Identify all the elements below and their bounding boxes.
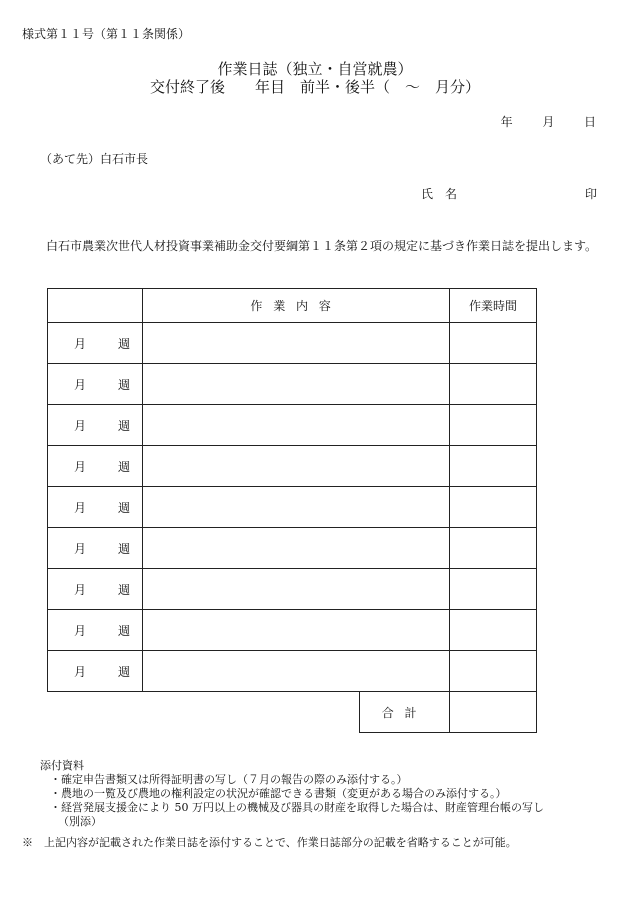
month-label: 月 xyxy=(73,377,86,392)
week-label: 週 xyxy=(117,459,130,474)
work-content-cell[interactable] xyxy=(143,446,450,487)
month-label: 月 xyxy=(73,336,86,351)
total-label: 合計 xyxy=(360,692,450,733)
body-text: 白石市農業次世代人材投資事業補助金交付要綱第１１条第２項の規定に基づき作業日誌を提出します。 xyxy=(46,239,598,253)
period-cell[interactable] xyxy=(48,446,143,487)
total-hours-cell[interactable] xyxy=(450,692,537,733)
week-label: 週 xyxy=(117,664,130,679)
period-cell[interactable] xyxy=(48,364,143,405)
table-row xyxy=(48,528,537,569)
month-label: 月 xyxy=(73,582,86,597)
header-period xyxy=(48,289,143,323)
date-day[interactable]: 日 xyxy=(583,115,596,129)
date-year[interactable]: 年 xyxy=(500,115,513,129)
table-row xyxy=(48,405,537,446)
work-content-cell[interactable] xyxy=(143,364,450,405)
page-title: 作業日誌（独立・自営就農） xyxy=(217,60,413,78)
week-label: 週 xyxy=(117,418,130,433)
week-label: 週 xyxy=(117,541,130,556)
name-line xyxy=(421,185,597,202)
work-hours-cell[interactable] xyxy=(450,528,537,569)
work-content-cell[interactable] xyxy=(143,323,450,364)
work-hours-cell[interactable] xyxy=(450,569,537,610)
addressee: （あて先）白石市長 xyxy=(40,152,149,166)
period-cell[interactable] xyxy=(48,405,143,446)
month-label: 月 xyxy=(73,459,86,474)
attachments-section xyxy=(40,759,544,829)
month-label: 月 xyxy=(73,418,86,433)
work-hours-cell[interactable] xyxy=(450,405,537,446)
period-cell[interactable] xyxy=(48,487,143,528)
date-line xyxy=(501,113,596,130)
seal-mark: 印 xyxy=(584,187,597,201)
month-label: 月 xyxy=(73,500,86,515)
form-number: 様式第１１号（第１１条関係） xyxy=(22,27,191,41)
work-hours-cell[interactable] xyxy=(450,610,537,651)
work-content-cell[interactable] xyxy=(143,651,450,692)
total-row xyxy=(48,692,537,733)
month-label: 月 xyxy=(73,664,86,679)
week-label: 週 xyxy=(117,377,130,392)
week-label: 週 xyxy=(117,582,130,597)
attachments-title: 添付資料 xyxy=(40,759,84,772)
header-work-content: 作業内容 xyxy=(143,289,450,323)
header-work-hours: 作業時間 xyxy=(450,289,537,323)
work-content-cell[interactable] xyxy=(143,610,450,651)
table-row xyxy=(48,651,537,692)
work-hours-cell[interactable] xyxy=(450,364,537,405)
work-log-table xyxy=(47,288,537,733)
period-cell[interactable] xyxy=(48,323,143,364)
period-cell[interactable] xyxy=(48,569,143,610)
work-hours-cell[interactable] xyxy=(450,651,537,692)
footnote: ※ 上記内容が記載された作業日誌を添付することで、作業日誌部分の記載を省略することが可能。 xyxy=(22,836,517,849)
work-content-cell[interactable] xyxy=(143,528,450,569)
page-subtitle: 交付終了後 年目 前半・後半（ ～ 月分） xyxy=(149,78,480,96)
work-hours-cell[interactable] xyxy=(450,487,537,528)
week-label: 週 xyxy=(117,623,130,638)
table-header-row xyxy=(48,289,537,323)
table-row xyxy=(48,569,537,610)
work-hours-cell[interactable] xyxy=(450,323,537,364)
attachment-item: ・経営発展支援金により 50 万円以上の機械及び器具の財産を取得した場合は、財産管理台帳の写し xyxy=(50,801,544,814)
name-label: 氏 名 xyxy=(421,187,458,201)
attachment-item: ・農地の一覧及び農地の権利設定の状況が確認できる書類（変更がある場合のみ添付する。） xyxy=(50,787,507,800)
table-row xyxy=(48,364,537,405)
period-cell[interactable] xyxy=(48,528,143,569)
attachment-item-continuation: （別添） xyxy=(58,815,102,828)
month-label: 月 xyxy=(73,623,86,638)
table-row xyxy=(48,487,537,528)
work-content-cell[interactable] xyxy=(143,405,450,446)
table-row xyxy=(48,323,537,364)
period-cell[interactable] xyxy=(48,651,143,692)
month-label: 月 xyxy=(73,541,86,556)
table-row xyxy=(48,446,537,487)
period-cell[interactable] xyxy=(48,610,143,651)
attachment-item: ・確定申告書類又は所得証明書の写し（７月の報告の際のみ添付する。） xyxy=(50,773,408,786)
work-content-cell[interactable] xyxy=(143,569,450,610)
table-row xyxy=(48,610,537,651)
week-label: 週 xyxy=(117,336,130,351)
work-content-cell[interactable] xyxy=(143,487,450,528)
week-label: 週 xyxy=(117,500,130,515)
work-hours-cell[interactable] xyxy=(450,446,537,487)
date-month[interactable]: 月 xyxy=(542,115,555,129)
